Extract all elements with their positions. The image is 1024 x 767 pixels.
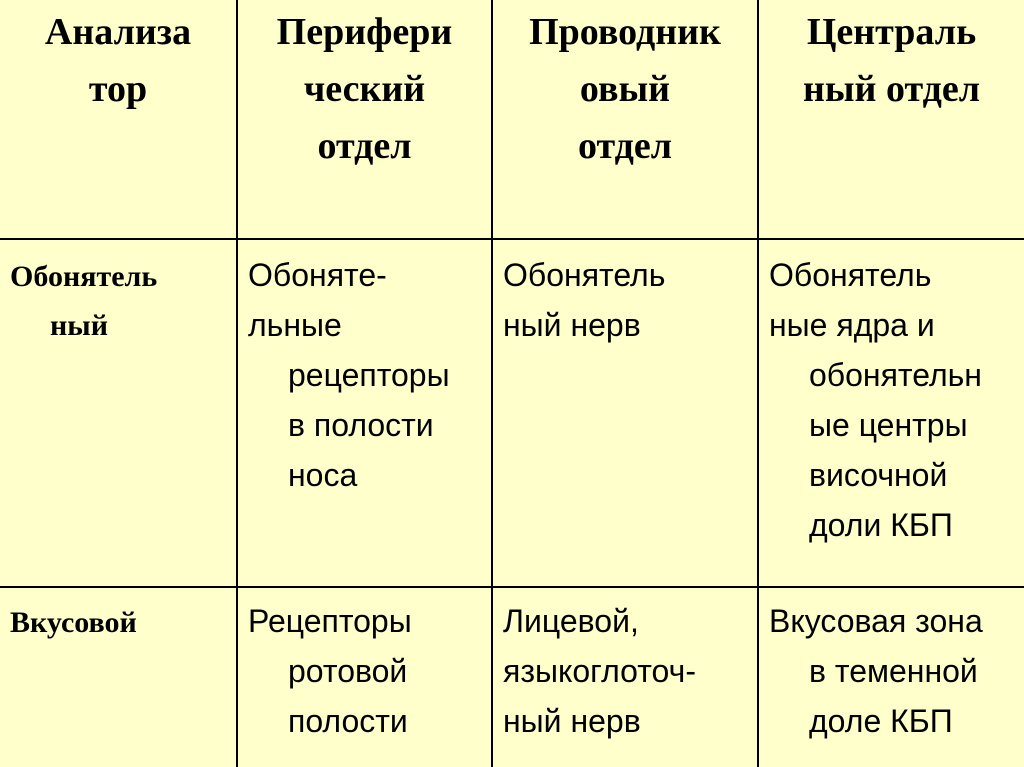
header-peripheral xyxy=(238,4,491,175)
cell-text: Обонятель xyxy=(769,257,932,293)
row-name-text: ный xyxy=(50,309,108,342)
row-name-text: Обонятель xyxy=(10,260,158,293)
header-conductive xyxy=(493,4,757,175)
cell-text: Обоняте- xyxy=(248,257,387,293)
cell-text: Рецепторы xyxy=(248,603,412,639)
cell-text: полости xyxy=(288,703,408,739)
header-text: ный отдел xyxy=(802,68,981,110)
cell-text: височной xyxy=(809,457,948,493)
header-text: Перифери xyxy=(276,11,453,53)
header-text: отдел xyxy=(577,125,673,167)
cell-text: обонятельн xyxy=(809,357,982,393)
header-text: Проводник xyxy=(529,11,721,53)
cell-text: Вкусовая зона xyxy=(769,603,983,639)
row-divider xyxy=(0,238,1024,240)
row-olfactory-peripheral xyxy=(248,250,491,500)
cell-text: Лицевой, xyxy=(503,603,639,639)
cell-text: ный нерв xyxy=(503,307,641,343)
cell-text: ный нерв xyxy=(503,703,641,739)
cell-text: ные ядра и xyxy=(769,307,935,343)
cell-text: носа xyxy=(288,457,358,493)
header-text: Анализа xyxy=(44,11,192,53)
row-olfactory-central xyxy=(769,250,1024,550)
header-text: Централь xyxy=(806,11,977,53)
header-analyzer xyxy=(0,4,236,118)
cell-text: языкоглоточ- xyxy=(503,653,696,689)
row-olfactory-conductive xyxy=(503,250,757,350)
cell-text: доли КБП xyxy=(809,507,953,543)
cell-text: рецепторы xyxy=(288,357,450,393)
cell-text: ые центры xyxy=(809,407,968,443)
header-text: тор xyxy=(88,68,148,110)
header-text: овый xyxy=(579,68,671,110)
cell-text: в полости xyxy=(288,407,434,443)
row-gustatory-conductive xyxy=(503,596,757,746)
cell-text: доле КБП xyxy=(809,703,953,739)
row-olfactory-name xyxy=(10,252,234,350)
header-text: отдел xyxy=(317,125,412,167)
cell-text: льные xyxy=(248,307,342,343)
row-gustatory-name xyxy=(10,598,234,647)
cell-text: в теменной xyxy=(809,653,978,689)
header-text: ческий xyxy=(303,68,426,110)
header-central xyxy=(759,4,1024,118)
cell-text: ротовой xyxy=(288,653,408,689)
row-gustatory-central xyxy=(769,596,1024,746)
cell-text: Обонятель xyxy=(503,257,666,293)
row-divider xyxy=(0,586,1024,588)
row-name-text: Вкусовой xyxy=(10,606,137,639)
row-gustatory-peripheral xyxy=(248,596,491,746)
